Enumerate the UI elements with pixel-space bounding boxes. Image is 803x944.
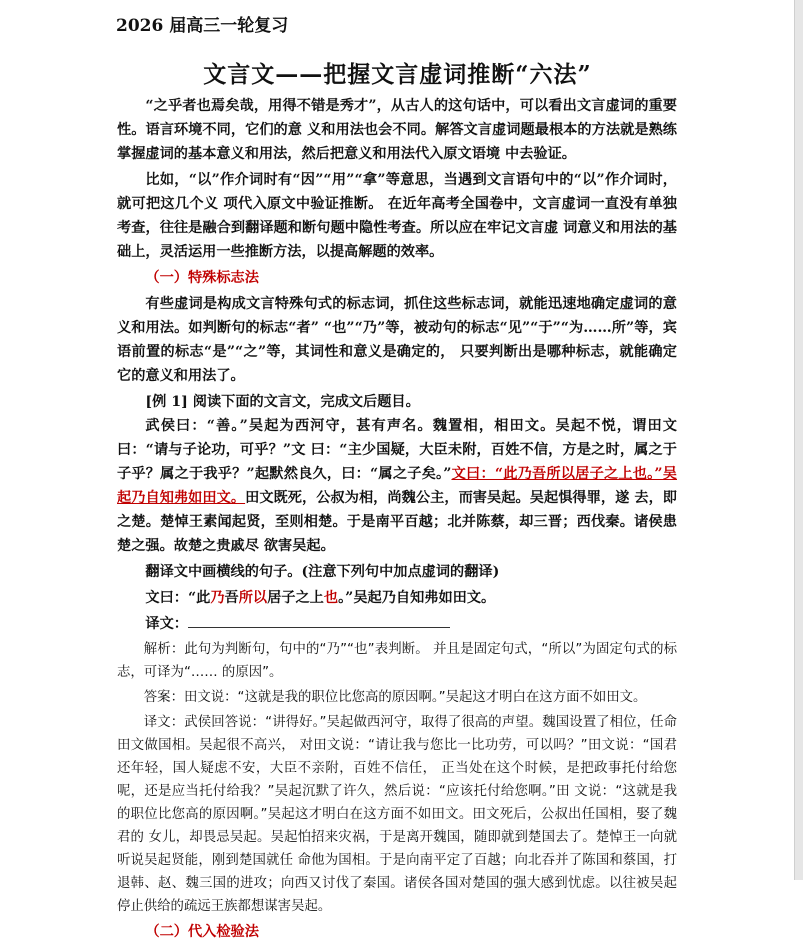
example-label: [例 1] 阅读下面的文言文，完成文后题目。 xyxy=(145,394,420,410)
document-title: 文言文——把握文言虚词推断“六法” xyxy=(203,61,592,88)
answer-paragraph: 答案：田文说：“这就是我的职位比您高的原因啊。”吴起这才明白在这方面不如田文。 xyxy=(143,690,647,705)
scrollbar-track[interactable] xyxy=(794,0,803,880)
section1-paragraph: 有些虚词是构成文言特殊句式的标志词，抓住这些标志词，就能迅速地确定虚词的意义和用法。如判断句的标志“者” “也”“乃”等，被动句的标志“见”“于”“为……所”等，宾语前置的标志“是”“之”等，其词性和意义是确定的， 只要判断出是哪种标志，就能确定它的意义和用法了。 xyxy=(117,296,677,384)
section-heading-1: （一）特殊标志法 xyxy=(145,270,259,286)
sentence-part: 文曰：“此 xyxy=(145,590,211,606)
translation-label: 译文： xyxy=(145,616,188,632)
sentence-part: 。”吴起乃自知弗如田文。 xyxy=(338,590,496,606)
translation-blank[interactable] xyxy=(188,612,450,628)
sentence-part: 居子之上 xyxy=(267,590,324,606)
task-instruction: 翻译文中画横线的句子。(注意下列句中加点虚词的翻译) xyxy=(145,564,500,580)
full-translation-paragraph: 译文：武侯回答说：“讲得好。”吴起做西河守，取得了很高的声望。魏国设置了相位，任命田文做国相。吴起很不高兴， 对田文说：“请让我与您比一比功劳，可以吗？”田文说：“国君还年轻，国人疑虑不安，大臣不亲附，百姓不信任， 正当处在这个时候，是把政事托付给您呢，还是应当托付给我？”吴起沉默了许久，然后说：“应该托付给您啊。”田 文说：“这就是我的职位比您高的原因啊。”吴起这才明白在这方面不如田文。田文死后，公叔出任国相，娶了魏君的 女儿，却畏忌吴起。吴起怕招来灾祸，于是离开魏国，随即就到楚国去了。楚悼王一向就听说吴起贤能，刚到楚国就任 命他为国相。于是向南平定了百越；向北吞并了陈国和蔡国，打退韩、赵、魏三国的进攻；向西又讨伐了秦国。诸侯各国对楚国的强大感到忧虑。以往被吴起停止供给的疏远王族都想谋害吴起。 xyxy=(117,715,677,914)
dotted-particle: 乃 xyxy=(210,590,225,606)
intro-paragraph-1: “之乎者也焉矣哉，用得不错是秀才”，从古人的这句话中，可以看出文言虚词的重要性。语言环境不同，它们的意 义和用法也会不同。解答文言虚词题最根本的方法就是熟练掌握虚词的基本意义和用法，然后把意义和用法代入原文语境 中去验证。 xyxy=(117,98,677,162)
dotted-particle: 也 xyxy=(323,590,339,606)
passage-text-after: 田文既死，公叔为相，尚魏公主，而害吴起。吴起惧得罪，遂 去，即之楚。楚悼王素闻起贤，至则相楚。于是南平百越；北并陈蔡，却三晋；西伐秦。诸侯患楚之强。故楚之贵戚尽 欲害吴起。 xyxy=(117,490,677,554)
intro-paragraph-2: 比如，“以”作介词时有“因”“用”“拿”等意思，当遇到文言语句中的“以”作介词时，就可把这几个义 项代入原文中验证推断。 在近年高考全国卷中，文言虚词一直没有单独考查，往往是融合到翻译题和断句题中隐性考查。所以应在牢记文言虚 词意义和用法的基础上，灵活运用一些推断方法，以提高解题的效率。 xyxy=(117,172,677,260)
analysis-paragraph: 解析：此句为判断句，句中的“乃”“也”表判断。 并且是固定句式，“所以”为固定句式的标志，可译为“…… 的原因”。 xyxy=(117,642,677,680)
passage-text-before: 武侯曰：“善。”吴起为西河守，甚有声名。魏置相，相田文。吴起不悦，谓田文曰：“请与子论功，可乎？”文 曰：“主少国疑，大臣未附，百姓不信，方是之时，属之于子乎？属之于我乎？”起默然良久，曰：“属之子矣。” xyxy=(117,418,677,482)
sentence-part: 吾 xyxy=(224,590,239,606)
section-heading-2: （二）代入检验法 xyxy=(145,924,259,940)
translation-line xyxy=(117,612,677,636)
dotted-particle: 所以 xyxy=(238,590,268,606)
document-header: 2026 届高三一轮复习 xyxy=(116,16,289,36)
document-body xyxy=(117,94,677,944)
target-sentence xyxy=(117,586,677,610)
passage-underlined-sentence: 文曰：“此乃吾所以居子之上也。”吴起乃自知弗如田文。 xyxy=(117,466,677,506)
example-passage xyxy=(117,414,677,558)
